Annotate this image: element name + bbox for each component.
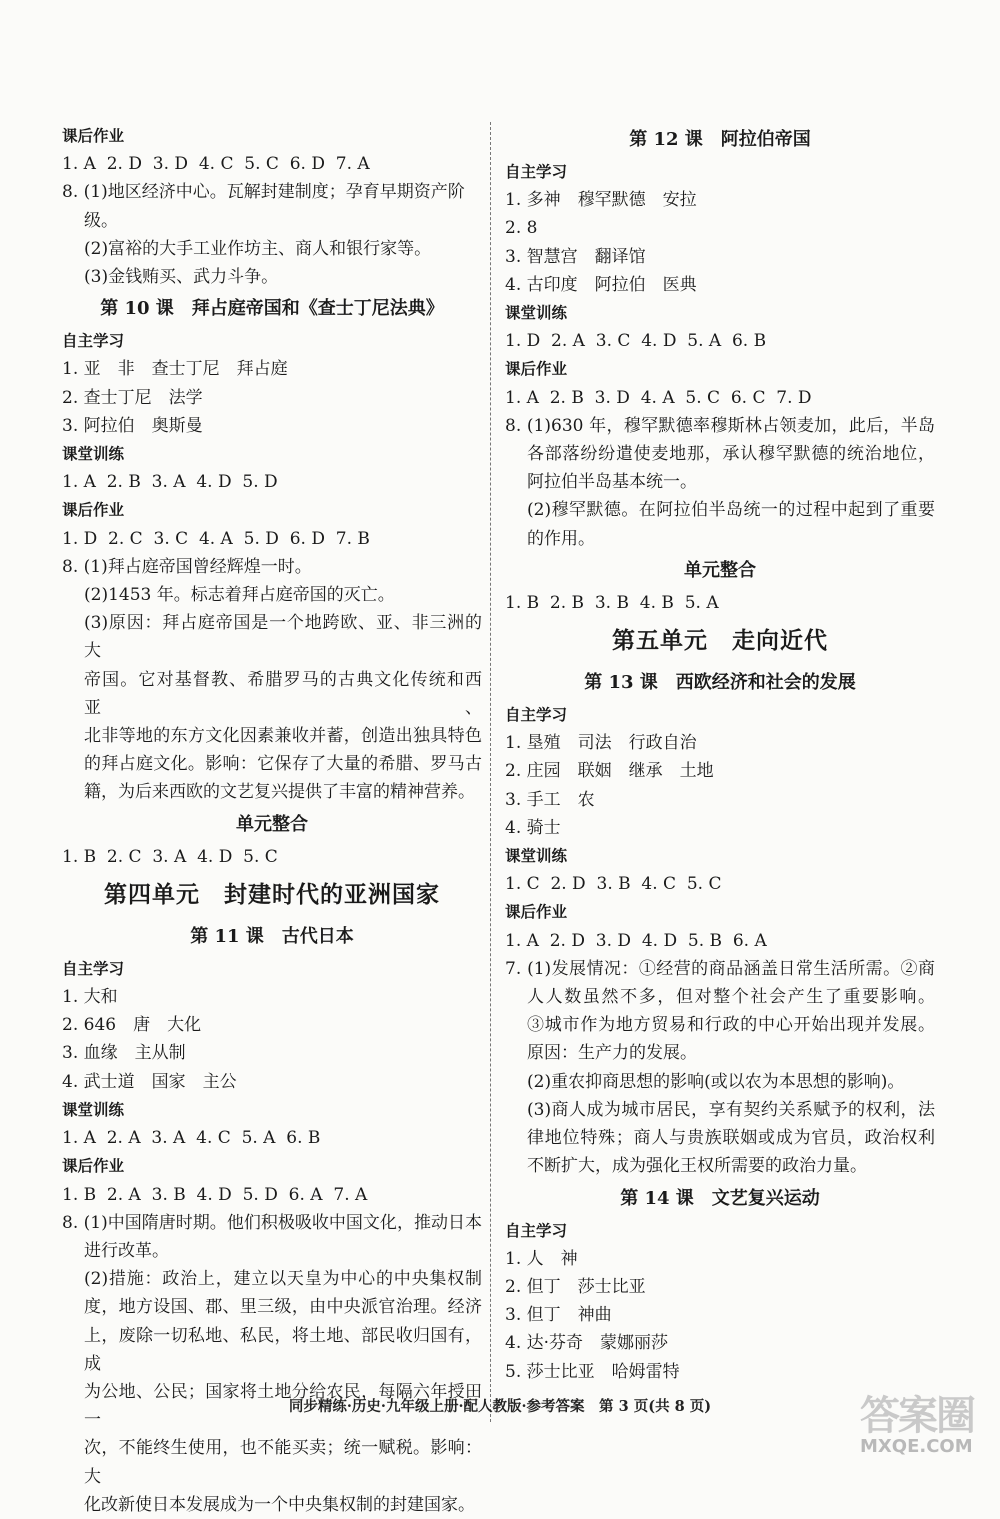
answer-line: 8. (1)630 年，穆罕默德率穆斯林占领麦加，此后，半岛	[505, 415, 935, 436]
answer-line: 1. 多神 穆罕默德 安拉	[505, 190, 697, 211]
section-heading: 自主学习	[62, 332, 125, 351]
answer-line: (3)金钱贿买、武力斗争。	[84, 267, 279, 288]
answer-line: 原因：生产力的发展。	[527, 1043, 697, 1064]
unit-title: 第五单元 走向近代	[612, 628, 828, 655]
answer-line: 籍，为后来西欧的文艺复兴提供了丰富的精神营养。	[84, 782, 475, 803]
answer-line: 1. D 2. A 3. C 4. D 5. A 6. B	[505, 331, 767, 352]
answer-line: 1. A 2. B 3. A 4. D 5. D	[62, 472, 278, 493]
section-heading: 自主学习	[62, 959, 125, 978]
lesson-title: 第 13 课 西欧经济和社会的发展	[584, 672, 856, 694]
section-heading: 课后作业	[62, 1157, 125, 1176]
answer-line: 1. 垦殖 司法 行政自治	[505, 733, 697, 754]
answer-line: 1. A 2. B 3. D 4. A 5. C 6. C 7. D	[505, 387, 812, 408]
answer-line: (2)措施：政治上，建立以天皇为中心的中央集权制	[84, 1269, 482, 1290]
watermark-stamp	[860, 1393, 976, 1462]
lesson-title: 第 12 课 阿拉伯帝国	[629, 129, 811, 150]
answer-line: 人人数虽然不多，但对整个社会产生了重要影响。	[527, 987, 935, 1008]
section-heading: 课堂训练	[505, 304, 568, 323]
section-heading: 课后作业	[505, 903, 568, 922]
section-heading: 课后作业	[62, 501, 125, 520]
answer-line: 化改新使日本发展成为一个中央集权制的封建国家。	[84, 1494, 475, 1515]
unit-title: 第四单元 封建时代的亚洲国家	[104, 881, 440, 908]
answer-line: 1. B 2. C 3. A 4. D 5. C	[62, 846, 278, 867]
answer-line: 各部落纷纷遣使麦地那，承认穆罕默德的统治地位，	[527, 444, 935, 465]
section-heading: 课堂训练	[62, 445, 125, 464]
answer-line: 7. (1)发展情况：①经营的商品涵盖日常生活所需。②商	[505, 958, 935, 979]
answer-line: 1. A 2. A 3. A 4. C 5. A 6. B	[62, 1128, 321, 1149]
right-column	[505, 122, 935, 1386]
answer-line: 3. 智慧宫 翻译馆	[505, 246, 646, 267]
answer-line: 的作用。	[527, 528, 595, 549]
answer-line: 1. 亚 非 查士丁尼 拜占庭	[62, 359, 288, 380]
answer-line: 北非等地的东方文化因素兼收并蓄，创造出独具特色	[84, 726, 482, 747]
answer-line: 1. A 2. D 3. D 4. C 5. C 6. D 7. A	[62, 154, 370, 175]
watermark-url: MXQE.COM	[860, 1436, 973, 1457]
lesson-title: 第 11 课 古代日本	[190, 925, 354, 947]
left-column	[62, 122, 482, 1519]
answer-line: 的拜占庭文化。影响：它保存了大量的希腊、罗马古	[84, 754, 482, 775]
answer-line: 1. 人 神	[505, 1248, 578, 1269]
answer-line: 上，废除一切私地、私民，将土地、部民收归国有，成	[84, 1325, 482, 1374]
answer-line: 2. 646 唐 大化	[62, 1015, 202, 1036]
column-divider	[490, 122, 491, 1422]
answer-line: 5. 莎士比亚 哈姆雷特	[505, 1361, 680, 1382]
answer-line: 阿拉伯半岛基本统一。	[527, 472, 697, 493]
section-heading: 课堂训练	[505, 847, 568, 866]
answer-line: 律地位特殊；商人与贵族联姻或成为官员，政治权利	[527, 1128, 935, 1149]
answer-line: 3. 但丁 神曲	[505, 1305, 612, 1326]
answer-line: 1. 大和	[62, 987, 118, 1008]
answer-line: (3)原因：拜占庭帝国是一个地跨欧、亚、非三洲的大	[84, 613, 482, 662]
answer-line: 2. 查士丁尼 法学	[62, 387, 203, 408]
answer-line: 4. 达·芬奇 蒙娜丽莎	[505, 1333, 669, 1354]
section-heading: 自主学习	[505, 706, 568, 725]
answer-line: 2. 但丁 莎士比亚	[505, 1276, 646, 1297]
answer-line: 次，不能终生使用，也不能买卖；统一赋税。影响：大	[84, 1438, 482, 1487]
answer-line: 3. 阿拉伯 奥斯曼	[62, 415, 203, 436]
answer-line: 1. B 2. B 3. B 4. B 5. A	[505, 592, 719, 613]
answer-line: 3. 血缘 主从制	[62, 1043, 186, 1064]
unit-review-title: 单元整合	[236, 813, 308, 835]
answer-line: 2. 8	[505, 218, 538, 239]
answer-line: 4. 武士道 国家 主公	[62, 1071, 237, 1092]
answer-line: 1. C 2. D 3. B 4. C 5. C	[505, 874, 722, 895]
answer-line: 帝国。它对基督教、希腊罗马的古典文化传统和西亚、	[84, 669, 482, 718]
answer-line: 8. (1)拜占庭帝国曾经辉煌一时。	[62, 556, 312, 577]
answer-line: (2)穆罕默德。在阿拉伯半岛统一的过程中起到了重要	[527, 500, 935, 521]
answer-line: 4. 骑士	[505, 817, 561, 838]
answer-line: 为公地、公民；国家将土地分给农民，每隔六年授田一	[84, 1381, 482, 1431]
section-heading: 自主学习	[505, 163, 568, 181]
page-footer: 同步精练·历史·九年级上册·配人教版·参考答案 第 3 页(共 8 页)	[288, 1398, 712, 1415]
answer-line: (2)1453 年。标志着拜占庭帝国的灭亡。	[84, 585, 395, 606]
section-heading: 自主学习	[505, 1221, 568, 1240]
lesson-title: 第 14 课 文艺复兴运动	[620, 1187, 820, 1209]
section-heading: 课后作业	[62, 127, 125, 145]
answer-line: 1. A 2. D 3. D 4. D 5. B 6. A	[505, 930, 767, 951]
answer-line: 8. (1)中国隋唐时期。他们积极吸收中国文化，推动日本	[62, 1212, 482, 1233]
answer-line: 4. 古印度 阿拉伯 医典	[505, 274, 697, 295]
section-heading: 课后作业	[505, 360, 568, 379]
answer-line: 8. (1)地区经济中心。瓦解封建制度；孕育早期资产阶级。	[62, 182, 465, 231]
section-heading: 课堂训练	[62, 1100, 125, 1119]
answer-line: 度，地方设国、郡、里三级，由中央派官治理。经济	[84, 1297, 482, 1318]
answer-line: 3. 手工 农	[505, 789, 595, 810]
watermark-title: 答案圈	[860, 1393, 974, 1439]
answer-line: (3)商人成为城市居民，享有契约关系赋予的权利，法	[527, 1099, 935, 1120]
answer-line: ③城市作为地方贸易和行政的中心开始出现并发展。	[527, 1015, 935, 1036]
answer-line: 2. 庄园 联姻 继承 土地	[505, 761, 714, 782]
lesson-title: 第 10 课 拜占庭帝国和《查士丁尼法典》	[100, 298, 444, 320]
unit-review-title: 单元整合	[684, 559, 756, 581]
answer-line: 1. B 2. A 3. B 4. D 5. D 6. A 7. A	[62, 1184, 368, 1205]
answer-line: (2)富裕的大手工业作坊主、商人和银行家等。	[84, 238, 432, 259]
answer-line: 不断扩大，成为强化王权所需要的政治力量。	[527, 1156, 867, 1177]
answer-line: 1. D 2. C 3. C 4. A 5. D 6. D 7. B	[62, 528, 370, 549]
answer-line: (2)重农抑商思想的影响(或以农为本思想的影响)。	[527, 1071, 905, 1092]
answer-line: 进行改革。	[84, 1240, 169, 1261]
